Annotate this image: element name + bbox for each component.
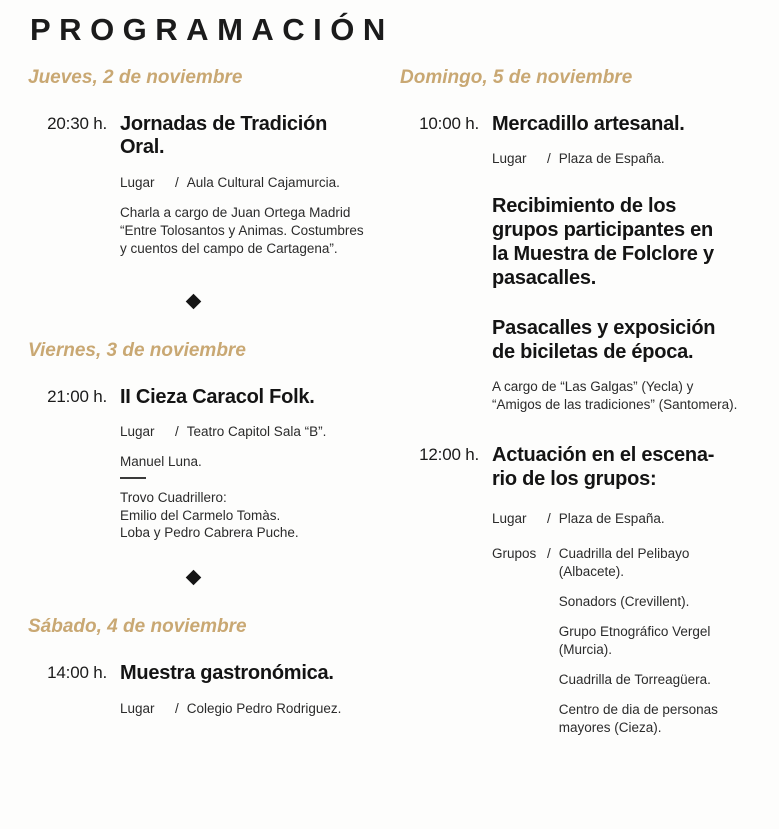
place-value: Plaza de España. (558, 151, 665, 167)
event-body (120, 386, 400, 543)
block-note (492, 378, 779, 414)
group-item-line: Sonadors (Crevillent). (558, 594, 690, 610)
event-description (120, 204, 400, 258)
day-section-viernes (28, 341, 400, 543)
programme-block-title (492, 316, 779, 364)
day-heading: Jueves, 2 de noviembre (28, 67, 243, 88)
event-title-line: Muestra gastronómica. (120, 662, 334, 685)
block-line: grupos participantes en (492, 219, 713, 242)
group-item-line: Grupo Etnográfico Vergel (558, 624, 711, 640)
groups-label: Grupos (492, 546, 537, 562)
place-label: Lugar (492, 151, 527, 167)
event-time: 21:00 h. (47, 386, 107, 406)
event-title (492, 444, 779, 491)
place-label: Lugar (492, 510, 527, 526)
groups-value (559, 545, 779, 737)
block-line: Recibimiento de los (492, 195, 677, 218)
note-line: A cargo de “Las Galgas” (Yecla) y (492, 379, 694, 395)
event-title-line: rio de los grupos: (492, 467, 657, 490)
description-line: Loba y Pedro Cabrera Puche. (120, 525, 299, 541)
place-value: Colegio Pedro Rodriguez. (186, 700, 342, 716)
description-line: Charla a cargo de Juan Ortega Madrid (120, 205, 351, 221)
event-title-line: Actuación en el escena- (492, 444, 715, 467)
event-body (120, 113, 400, 258)
section-separator (28, 572, 358, 583)
event-groups (492, 545, 779, 737)
meta-separator: / (175, 175, 179, 191)
event-place (492, 150, 779, 168)
event-title (492, 113, 779, 137)
section-separator (28, 296, 358, 307)
event-row (400, 444, 779, 737)
event-title-line: Mercadillo artesanal. (492, 112, 685, 135)
group-item-line: Cuadrilla del Pelibayo (558, 546, 690, 562)
event-row (28, 662, 400, 718)
group-item-line: (Murcia). (558, 642, 613, 658)
event-row (28, 113, 400, 258)
event-time: 12:00 h. (419, 445, 479, 465)
description-line: “Entre Tolosantos y Animas. Costumbres (120, 222, 364, 238)
event-title (120, 662, 400, 686)
meta-separator: / (175, 424, 179, 440)
event-row (28, 386, 400, 543)
event-place (120, 700, 400, 718)
event-title-line: II Cieza Caracol Folk. (120, 385, 315, 408)
event-title (120, 386, 400, 410)
description-line: Trovo Cuadrillero: (120, 489, 227, 505)
left-column (28, 68, 400, 718)
block-line: la Muestra de Folclore y (492, 243, 714, 266)
meta-separator: / (547, 151, 551, 167)
event-title-line: Oral. (120, 136, 165, 159)
event-body (492, 444, 779, 737)
place-value: Aula Cultural Cajamurcia. (186, 175, 340, 191)
place-label: Lugar (120, 175, 155, 191)
block-line: pasacalles. (492, 267, 596, 290)
event-title (120, 113, 400, 160)
event-title-line: Jornadas de Tradición (120, 112, 328, 135)
meta-separator: / (175, 700, 179, 716)
event-place (120, 423, 400, 441)
group-item-line: Centro de dia de personas (558, 702, 718, 718)
page-title: PROGRAMACIÓN (30, 12, 394, 47)
place-value: Plaza de España. (558, 510, 665, 526)
place-label: Lugar (120, 424, 155, 440)
group-item-line: Cuadrilla de Torreagüera. (558, 672, 711, 688)
place-value: Teatro Capitol Sala “B”. (186, 424, 327, 440)
event-place (120, 174, 400, 192)
description-line: y cuentos del campo de Cartagena”. (120, 240, 338, 256)
day-heading: Sábado, 4 de noviembre (28, 616, 247, 638)
programme-block-title (492, 194, 779, 290)
event-body (120, 662, 400, 718)
place-label: Lugar (120, 700, 155, 716)
block-line: de biciletas de época. (492, 341, 694, 364)
block-line: Pasacalles y exposición (492, 317, 716, 340)
event-body (492, 113, 779, 414)
event-time: 10:00 h. (419, 113, 479, 133)
group-item-line: (Albacete). (558, 564, 625, 580)
event-time: 14:00 h. (47, 663, 107, 683)
day-section-jueves (28, 68, 400, 258)
event-description (120, 489, 400, 543)
meta-separator: / (547, 546, 551, 562)
event-row (400, 113, 779, 414)
day-section-sabado (28, 617, 400, 717)
day-heading: Domingo, 5 de noviembre (400, 67, 633, 88)
note-line: “Amigos de las tradiciones” (Santomera). (492, 397, 738, 413)
right-column (400, 68, 779, 737)
day-heading: Viernes, 3 de noviembre (28, 339, 246, 361)
artist-name: Manuel Luna. (120, 454, 202, 470)
description-line: Emilio del Carmelo Tomàs. (120, 507, 281, 523)
event-time: 20:30 h. (47, 113, 107, 133)
meta-separator: / (547, 510, 551, 526)
event-place (492, 510, 779, 528)
event-artist (120, 453, 400, 471)
group-item-line: mayores (Cieza). (558, 720, 662, 736)
